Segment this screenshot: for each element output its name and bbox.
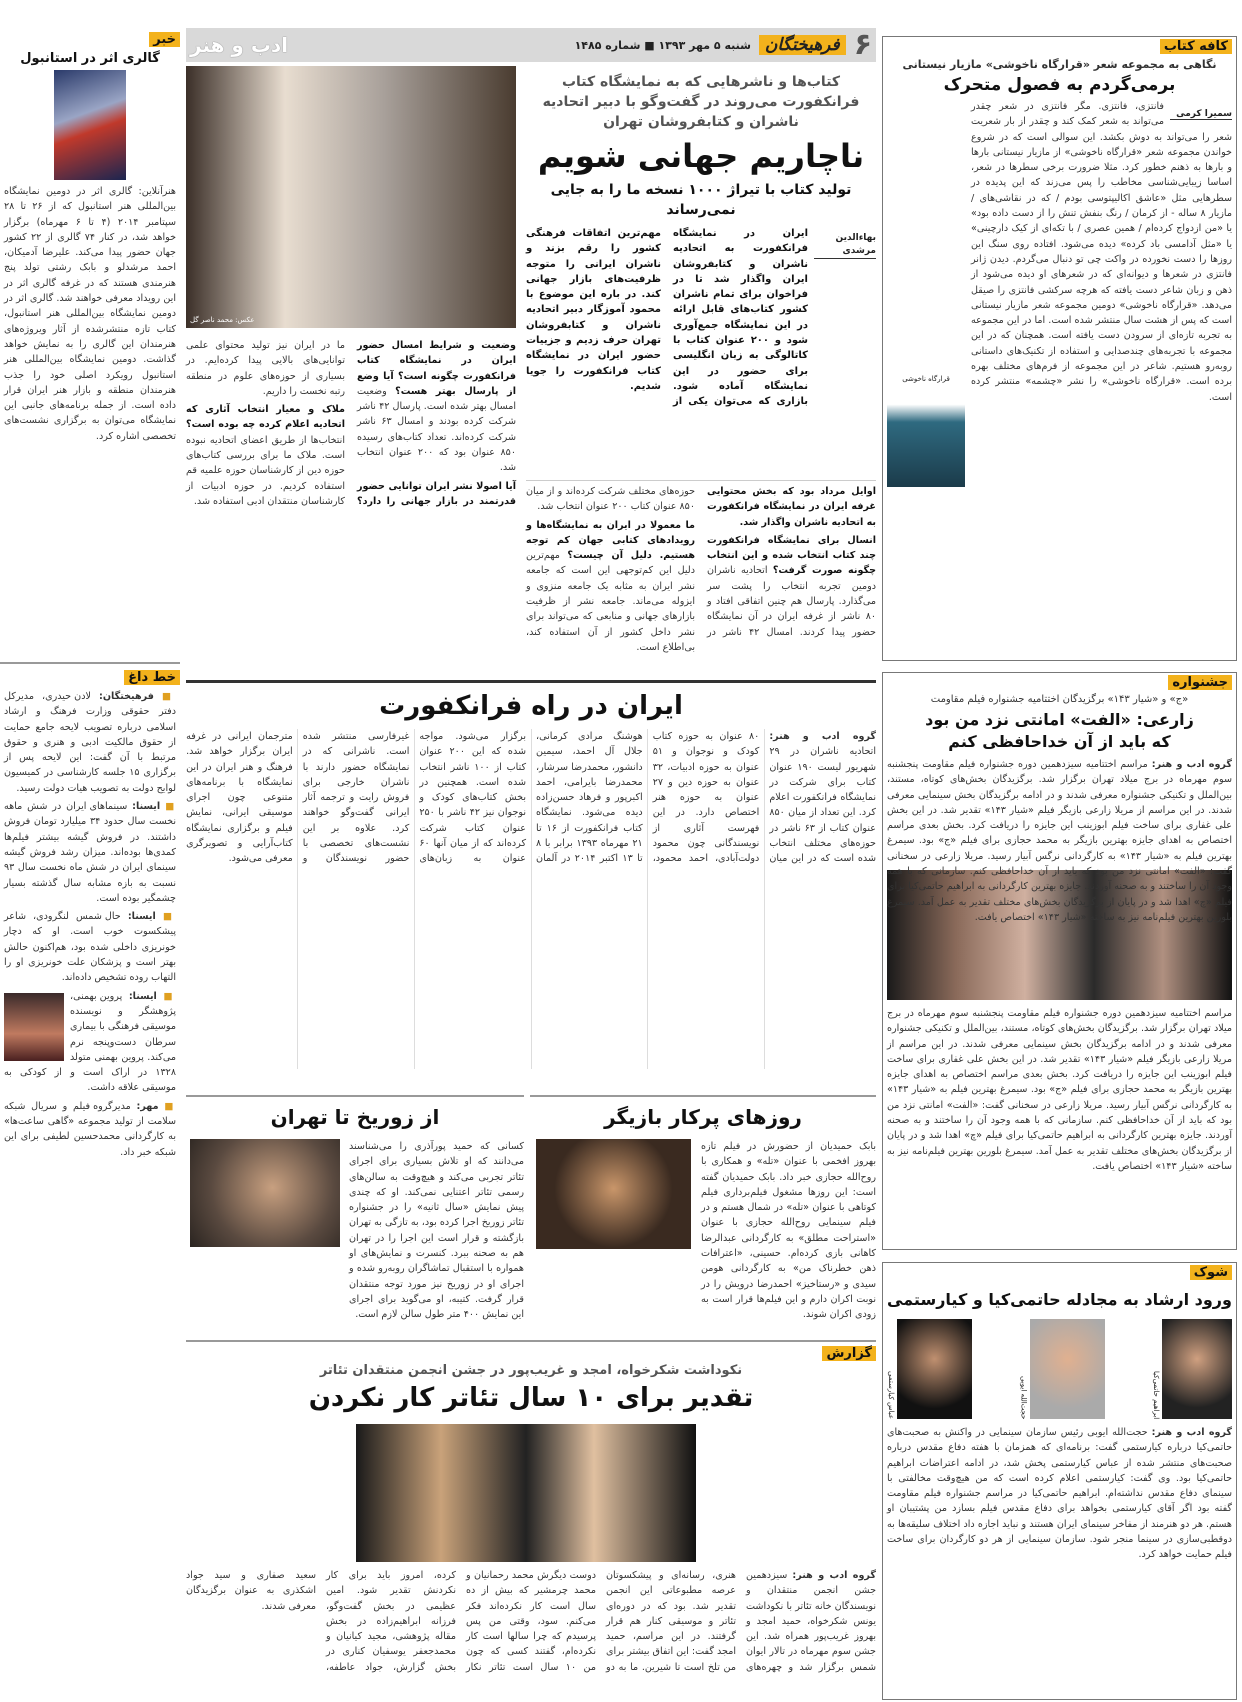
gallery-text: هنرآنلاین: گالری اثر در دومین نمایشگاه بین‌المللی هنر استانبول که از ۲۶ تا ۲۸ سپتامبر ۲۰۱۴ (۴ تا ۶ مهرماه) برگزار خواهد شد، در کنار ۷۴ گالری از ۲۲ کشور جهان حضور پیدا می‌کند. علیرضا آدمیکان، احمد مرشدلو و بابک رشتی تولد پنج هنرمندی هستند که در غرفه گالری اثر در این رویداد معرفی خواهند شد. گالری اثر در دومین نمایشگاه بین‌المللی هنر استانبول، کتاب تازه منتشرشده از آثار ویروژه‌های هنرمندان این گالری را به نمایش خواهد گذاشت. دومین نمایشگاه بین‌المللی هنر استانبول رویکرد اصلی خود را جذب هنرمندان منطقه و بازار هنر ایران قرار داده است. از جمله برنامه‌های جانبی این نمایشگاه می‌توان به برگزاری نشست‌های تخصصی اشاره کرد. bbox=[4, 186, 176, 442]
book-cafe-tag: کافه کتاب bbox=[1160, 39, 1232, 54]
book-cafe-kicker: نگاهی به مجموعه شعر «قرارگاه ناخوشی» مازیار نیستانی bbox=[902, 58, 1217, 71]
theater-text: گروه ادب و هنر: سیزدهمین جشن انجمن منتقدان و نویسندگان خانه تئاتر با نکوداشت یونس شکرخواه، حمید امجد و بهروز غریب‌پور همراه شد. این جشن سوم مهرماه در تالار ایوان شمس برگزار شد و چهره‌های هنری، رسانه‌ای و پیشکسوتان عرصه مطبوعاتی این انجمن تقدیر شد. بود که در دوره‌ای تئاتر و موسیقی کنار هم قرار گرفتند. در این مراسم، حمید امجد گفت: این اتفاق بیشتر برای من تلخ است تا شیرین. ما به دو دوست دیگرش محمد رحمانیان و محمد چرمشیر که بیش از ده سال است کار نکرده‌اند فکر می‌کنم. سود، وقتی من پس پرسیدم که چرا سالها است کار نکرده‌ام، گفتند کسی که چون من ۱۰ سال است تئاتر نکار کرده، امروز باید برای کار نکردنش تقدیر شود. امین عظیمی در بخش گفت‌وگو، فرزانه ابراهیم‌زاده در بخش مقاله پژوهشی، مجید کیانیان و محمدجعفر یوسفیان کناری در بخش گزارش، جواد عاطفه، سعید صفاری و سید جواد اشکذری به عنوان برگزیدگان معرفی شدند. bbox=[186, 1570, 876, 1673]
main-body-left: وضعیت و شرایط امسال حضور ایران در نمایشگاه کتاب فرانکفورت چگونه است؟ آیا وضع از پارسال بهتر هست؟ وضعیت امسال بهتر شده است. پارسال ۴۲ ناشر شرکت کرده بودند و امسال ۶۳ ناشر شرکت کرده‌اند. تعداد کتاب‌های رسیده ۸۵۰ عنوان بود که ۲۰۰ عنوان انتخاب شد. آیا اصولا نشر ایران توانایی حضور قدرتمند در بازار جهانی را دارد؟ ما در ایران نیز تولید محتوای علمی توانایی‌های بالایی پیدا کرده‌ایم. در بسیاری از حوزه‌های علوم در منطقه رتبه نخست را داریم. ملاک و معیار انتخاب آثاری که اتحادیه اعلام کرده چه بوده است؟ انتخاب‌ها از طریق اعضای اتحادیه نبوده است. ملاک ما برای بررسی کتاب‌های حوزه دین از کارشناسان حوزه علمیه قم استفاده کردیم. در حوزه ادبیات از کارشناسان منتقدان ادبی استفاده شد. bbox=[186, 340, 516, 507]
actor-text: بابک حمیدیان از حضورش در فیلم تازه بهروز افخمی با عنوان «تله» و همکاری با روح‌الله حجازی خبر داد. بابک حمیدیان گفته است: این روزها مشغول فیلم‌برداری فیلم کوتاهی با عنوان «تله» در شمال هستم و در فیلم سینمایی روح‌الله حجازی با عنوان «استراحت مطلق» به کارگردانی عبدالرضا کاهانی بازی کرده‌ام. حسینی، «اعترافات ذهن خطرناک من» به کارگردانی هومن سیدی و «رستاخیز» احمدرضا درویش را در نوبت اکران دارم و این فیلم‌ها قرار است به زودی اکران شوند. bbox=[701, 1141, 876, 1321]
book-cover bbox=[887, 369, 965, 487]
main-headline: ناچاریم جهانی شویم bbox=[537, 137, 865, 175]
book-cafe-text: فانتزی، فانتزی. مگر فانتزی در شعر چقدر می‌تواند به شعر کمک کند و چقدر از بار شعریت شعر را می‌تواند به دوش بکشد. این سوالی است که در شروع خواندن مجموعه شعر «قرارگاه ناخوشی» از مازیار نیستانی بارها و بارها به ذهنم خطور کرد. مثلا ضرورت برخی سطرها در شعر، اساسا زیبایی‌شناسی مخاطب را پس می‌زند که این پدیده در سطرهایی مثل «عاشق اکالیپتوسی بودم / که در نقاشی‌های / مازیار ۸ ساله - از کرمان / رنگ بنفش تنش را از دست داده بود» یا «من ازدواج کرده‌ام / همین عصری / با تکه‌ای از کیک دارچینی» یا «مثل آدامسی باد کرده» دیده می‌شود. افتاده روی سنگ این روزها را دست نخورده در واکت چی تو دنبال می‌گردم. دیدن ژانر فانتزی در شعرها و دیوانه‌ای که در شعرهای او دیده می‌شود از ذهن و زبان شاعر دست یافته که هرچه سرکشی فانتزی را صیقل می‌دهد. «قرارگاه ناخوشی» دومین مجموعه شعر مازیار نیستانی است که پس از هشت سال منتشر شده است. اما در این مجموعه به تجربه تازه‌ای از سرودن دست یافته است. همچنان که در این مجموعه با تجربه‌های چندصدایی و استفاده از تکنیک‌های داستانی روبه‌رو هستیم. شاعر در این مجموعه از فرم‌های مختلف بهره برده است. «قرارگاه ناخوشی» را نشر «چشمه» منتشر کرده است. bbox=[971, 101, 1232, 403]
festival-text-1: گروه ادب و هنر: مراسم اختتامیه سیزدهمین دوره جشنواره فیلم مقاومت پنجشنبه سوم مهرماه در برج میلاد تهران برگزار شد. برگزیدگان بخش‌های کوتاه، مستند، بین‌الملل و تکنیکی جشنواره معرفی شدند و در ادامه برگزیدگان بخش سینمایی معرفی شدند. در این مراسم از مریلا زارعی بازیگر فیلم «شیار ۱۴۳» تقدیر شد. در این بخش علی غفاری برای ساخت فیلم ابوزینب این جایزه را دریافت کرد. بخش بعدی مراسم اختصاص به اهدای جایزه بهترین بازیگر به محمد حجازی برای فیلم «ج» بود. سیمرغ بهترین فیلم به «شیار ۱۴۳» به کارگردانی نرگس آبیار رسید. مریلا زارعی در سخنانی گفت: «الفت» امانتی نزد من بود که باید از آن خداحافظی کنم. سازمانی که با همه وجود آن را ساختند و به صحنه آوردند. جایزه بهترین کارگردانی به ابراهیم حاتمی‌کیا برای فیلم «چ» اهدا شد و در پایان از برگزیدگان بخش‌های مختلف تقدیر به عمل آمد. سیمرغ بلورین بهترین فیلم‌نامه نیز به ساخته «شیار ۱۴۳» اختصاص یافت. bbox=[887, 759, 1233, 923]
page-number: ۶ bbox=[853, 27, 872, 62]
portrait-caption: عباس کیارستمی bbox=[887, 1370, 895, 1419]
theater-report bbox=[186, 1340, 876, 1700]
date-issue: شنبه ۵ مهر ۱۳۹۳ ■ شماره ۱۴۸۵ bbox=[574, 38, 751, 52]
actor-photo bbox=[536, 1139, 691, 1249]
book-cover-title: قرارگاه ناخوشی bbox=[902, 375, 950, 383]
hotline-tag: خط داغ bbox=[124, 670, 180, 685]
festival-tag: جشنواره bbox=[1168, 675, 1232, 690]
photo-credit: عکس: محمد ناصر گل bbox=[190, 316, 255, 324]
report-tag: گزارش bbox=[822, 1346, 876, 1361]
hotline-item: ■ ایسنا: حال شمس لنگرودی، شاعر پیشکسوت خوب است. او که دچار خونریزی داخلی شده بود، هم‌اکنون حالش بهتر است و پزشکان علت خونریزی او را التهاب روده تشخیص داده‌اند. bbox=[4, 911, 176, 984]
book-cafe-headline: برمی‌گردم به فصول متحرک bbox=[943, 75, 1176, 95]
section-title: ادب و هنر bbox=[190, 33, 289, 57]
portrait-ayoubi bbox=[1020, 1319, 1105, 1419]
news-tag: خبر bbox=[149, 32, 180, 47]
shock-text: گروه ادب و هنر: حجت‌الله ایوبی رئیس سازمان سینمایی در واکنش به صحبت‌های حاتمی‌کیا درباره کیارستمی گفت: برنامه‌ای که همزمان با هفته دفاع مقدس درباره صحبت‌های منتشر شده از عباس کیارستمی پخش شد، در ادامه اعتراضات ابراهیم حاتمی‌کیا بود. وی گفت: کیارستمی اعلام کرده است که من هیچ‌وقت مخالفتی با سینمای دفاع مقدس نداشته‌ام. ابراهیم حاتمی‌کیا در مراسم جشنواره فیلم مقاومت گفته بود اگر آقای کیارستمی بخواهد برای دفاع مقدس فیلم بسازد من پشتیبان او هستم. هر دو هنرمند از مفاخر سینمای ایران هستند و نباید اجازه داد اختلاف سلیقه‌ها به دوقطبی‌سازی در سینما منجر شود. سازمان سینمایی از هر دو کارگردان برای ساخت فیلم حمایت خواهد کرد. bbox=[887, 1427, 1232, 1561]
hotline-item: ■ ایسنا: پروین بهمنی، پژوهشگر و نویسنده موسیقی فرهنگی با بیماری سرطان دست‌وپنجه نرم می‌کند. پروین بهمنی متولد ۱۳۲۸ در اراک است و از کودکی به موسیقی علاقه داشت. bbox=[4, 990, 176, 1094]
main-headline-block bbox=[526, 72, 876, 472]
main-story bbox=[186, 66, 876, 671]
page-header bbox=[186, 28, 876, 62]
hotline-item: ■ مهر: مدیرگروه فیلم و سریال شبکه سلامت از تولید مجموعه «گاهی ساعت‌ها» به کارگردانی محمدحسین لطیفی برای این شبکه خبر داد. bbox=[4, 1100, 176, 1158]
main-body-right: اوایل مرداد بود که بخش محتوایی غرفه ایران در نمایشگاه فرانکفورت به اتحادیه ناشران واگذار شد. انسال برای نمایشگاه فرانکفورت چند کتاب انتخاب شده و این انتخاب چگونه صورت گرفت؟ اتحادیه ناشران دومین تجربه انتخاب را پشت سر می‌گذارد. پارسال هم چنین اتفاقی افتاد و ۸۰ ناشر از غرفه ایران در آن نمایشگاه حضور پیدا کردند. امسال ۴۲ ناشر در حوزه‌های مختلف شرکت کرده‌اند و از میان ۸۵۰ عنوان کتاب ۲۰۰ عنوان انتخاب شد. ما معمولا در ایران به نمایشگاه‌ها و رویدادهای کتابی جهان کم توجه هستیم. دلیل آن چیست؟ مهم‌ترین دلیل این کم‌توجهی این است که جامعه نشر ایران به مثابه یک جامعه منزوی و ایزوله می‌ماند. جامعه نشر از ظرفیت بازارهای جهانی و منابعی که می‌تواند برای نشر داخل کشور از آن استفاده کند، بی‌اطلاع است. bbox=[526, 480, 876, 668]
frankfurt-text: گروه ادب و هنر: اتحادیه ناشران در ۲۹ شهریور لیست ۱۹۰ عنوان کتاب برای شرکت در نمایشگاه فرانکفورت اعلام کرد. این تعداد از میان ۸۵۰ عنوان کتاب از ۶۳ ناشر در حوزه‌های مختلف انتخاب شده است که در این میان ۸۰ عنوان به حوزه کتاب کودک و نوجوان و ۵۱ عنوان به حوزه ادبیات، ۳۲ عنوان به حوزه دین و ۲۷ عنوان به حوزه هنر اختصاص دارد. در این فهرست آثاری از نویسندگانی چون محمود دولت‌آبادی، احمد محمود، هوشنگ مرادی کرمانی، جلال آل احمد، سیمین دانشور، محمدرضا سرشار، محمدرضا بایرامی، احمد اکبرپور و فرهاد حسن‌زاده دیده می‌شود. نمایشگاه کتاب فرانکفورت از ۱۶ تا ۲۱ مهرماه ۱۳۹۳ برابر با ۸ تا ۱۳ اکتبر ۲۰۱۴ در آلمان برگزار می‌شود. مواجه شده که این ۲۰۰ عنوان کتاب از ۱۰۰ ناشر انتخاب شده است. همچنین در بخش کتاب‌های کودک و نوجوان نیز ۴۲ ناشر با ۲۵۰ عنوان کتاب شرکت کرده‌اند که از میان آنها ۶۰ عنوان به زبان‌های غیرفارسی منتشر شده است. ناشرانی که در نمایشگاه حضور دارند با ناشران خارجی برای فروش رایت و ترجمه آثار ایرانی گفت‌وگو خواهند کرد. علاوه بر این نشست‌های تخصصی با حضور نویسندگان و مترجمان ایرانی در غرفه ایران برگزار خواهد شد. فرهنگ و هنر ایران در این نمایشگاه با برنامه‌های متنوعی چون اجرای موسیقی ایرانی، نمایش فیلم و برگزاری نمایشگاه کتاب‌آرایی و تصویرگری معرفی می‌شود. bbox=[186, 731, 876, 865]
hotline-list bbox=[0, 685, 180, 1685]
frankfurt-headline: ایران در راه فرانکفورت bbox=[379, 691, 683, 721]
gallery-title: گالری اثر در استانبول bbox=[20, 51, 160, 66]
interview-photo bbox=[186, 66, 516, 328]
byline: سمیرا کرمی bbox=[1170, 109, 1232, 120]
actor-headline: روزهای پرکار بازیگر bbox=[604, 1105, 802, 1129]
portrait-hatamikia bbox=[1152, 1319, 1232, 1419]
theater-kicker: نکوداشت شکرخواه، امجد و غریب‌پور در جشن انجمن منتقدان تئاتر bbox=[319, 1363, 743, 1378]
festival-headline: زارعی: «الفت» امانتی نزد من بود که باید از آن خداحافظی کنم bbox=[925, 710, 1194, 751]
left-column bbox=[0, 28, 180, 1700]
book-cafe-box bbox=[882, 36, 1237, 661]
gallery-artwork-image bbox=[54, 70, 126, 180]
shock-headline: ورود ارشاد به مجادله حاتمی‌کیا و کیارستمی bbox=[887, 1290, 1232, 1309]
main-kicker: کتاب‌ها و ناشرهایی که به نمایشگاه کتاب فرانکفورت می‌روند در گفت‌وگو با دبیر اتحادیه ناشران و کتابفروشان تهران bbox=[542, 74, 860, 130]
main-lead: ایران در نمایشگاه فرانکفورت به اتحادیه ناشران و کتابفروشان ایران واگذار شد تا در فراخوان برای تمام ناشران کشور کتاب‌های قابل ارائه در این نمایشگاه جمع‌آوری شود و ۲۰۰ عنوان کتاب با کاتالوگی به زبان انگلیسی برای حضور در این نمایشگاه آماده شود. بازاری که می‌توان یکی از مهم‌ترین اتفاقات فرهنگی کشور را رقم بزند و ناشران ایرانی را متوجه ظرفیت‌های بازار جهانی کند. در باره این موضوع با محمود آموزگار دبیر اتحادیه ناشران و کتابفروشان تهران حرف زدیم و جزییات حضور ایران در نمایشگاه کتاب فرانکفورت را جویا شدیم. bbox=[526, 228, 808, 408]
shock-box bbox=[882, 1262, 1237, 1700]
frankfurt-story bbox=[186, 680, 876, 1085]
theater-headline: تقدیر برای ۱۰ سال تئاتر کار نکردن bbox=[308, 1383, 754, 1413]
logo: فرهیختگان bbox=[759, 35, 846, 55]
actor-story bbox=[530, 1095, 876, 1335]
shock-tag: شوک bbox=[1190, 1265, 1232, 1280]
festival-kicker: «ج» و «شیار ۱۴۳» برگزیدگان اختتامیه جشنواره فیلم مقاومت bbox=[930, 694, 1189, 705]
portrait-caption: ابراهیم حاتمی‌کیا bbox=[1152, 1370, 1160, 1419]
theater-photo bbox=[356, 1424, 696, 1562]
zurich-text: کسانی که حمید پورآذری را می‌شناسند می‌دانند که او تلاش بسیاری برای اجرای تئاتر تجربی می‌کند و هیچ‌وقت به سالن‌های رسمی تئاتر اعتنایی نمی‌کند. او که چندی پیش نمایش «سال ثانیه» را در جشنواره تئاتر زوریخ اجرا کرده بود، به تازگی به تهران بازگشته و قرار است این اجرا را در تهران هم به صحنه ببرد. کنسرت و نمایش‌های او همواره با استقبال تماشاگران روبه‌رو شده و اجرای او در زوریخ نیز مورد توجه منتقدان قرار گرفت. کتیبه، او می‌گوید برای اجرای این نمایش ۴۰۰ متر طول سالن لازم است. bbox=[349, 1141, 524, 1321]
portrait-kiarostami bbox=[887, 1319, 972, 1419]
main-subhead: تولید کتاب با تیراژ ۱۰۰۰ نسخه ما را به جایی نمی‌رساند bbox=[550, 182, 852, 218]
festival-text-2: مراسم اختتامیه سیزدهمین دوره جشنواره فیلم مقاومت پنجشنبه سوم مهرماه در برج میلاد تهران برگزار شد. برگزیدگان بخش‌های کوتاه، مستند، بین‌الملل و تکنیکی جشنواره معرفی شدند و در ادامه برگزیدگان بخش سینمایی معرفی شدند. در این مراسم از مریلا زارعی بازیگر فیلم «شیار ۱۴۳» تقدیر شد. در این بخش علی غفاری برای ساخت فیلم ابوزینب این جایزه را دریافت کرد. بخش بعدی مراسم اختصاص به اهدای جایزه بهترین بازیگر به محمد حجازی برای فیلم «ج» بود. سیمرغ بهترین فیلم به «شیار ۱۴۳» به کارگردانی نرگس آبیار رسید. مریلا زارعی در سخنانی گفت: «الفت» امانتی نزد من بود که باید از آن خداحافظی کنم. سازمانی که با همه وجود آن را ساختند و به صحنه آوردند. جایزه بهترین کارگردانی به ابراهیم حاتمی‌کیا برای فیلم «چ» اهدا شد و در پایان از برگزیدگان بخش‌های مختلف تقدیر به عمل آمد. سیمرغ بلورین بهترین فیلم‌نامه نیز به ساخته «شیار ۱۴۳» اختصاص یافت. bbox=[887, 1008, 1232, 1172]
hotline-item: ■ فرهیختگان: لادن حیدری، مدیرکل دفتر حقوقی وزارت فرهنگ و ارشاد اسلامی درباره تصویب لایحه جامع حمایت از حقوق مالکیت ادبی و هنری و حقوق مرتبط با آن گفت: این لایحه پس از برگزاری ۱۵ جلسه کارشناسی در کمیسیون لوایح دولت به تصویب هیات دولت رسید. bbox=[4, 691, 176, 794]
zurich-story bbox=[186, 1095, 524, 1335]
portrait-photo bbox=[4, 993, 64, 1061]
portrait-caption: حجت‌الله ایوبی bbox=[1019, 1375, 1028, 1419]
hotline-item: ■ ایسنا: سینماهای ایران در شش ماهه نخست سال حدود ۳۴ میلیارد تومان فروش داشتند. در فروش گیشه بیشتر فیلم‌ها کمدی‌ها بوده‌اند. میزان رشد فروش گیشه سینمای ایران در شش ماه نخست سال ۹۳ نسبت به بازه مشابه سال گذشته بسیار چشمگیر بوده است. bbox=[4, 801, 176, 904]
zurich-photo bbox=[190, 1139, 340, 1247]
byline: بهاءالدین مرشدی bbox=[814, 232, 876, 259]
zurich-headline: از زوریخ تا تهران bbox=[270, 1105, 440, 1129]
festival-box bbox=[882, 672, 1237, 1250]
